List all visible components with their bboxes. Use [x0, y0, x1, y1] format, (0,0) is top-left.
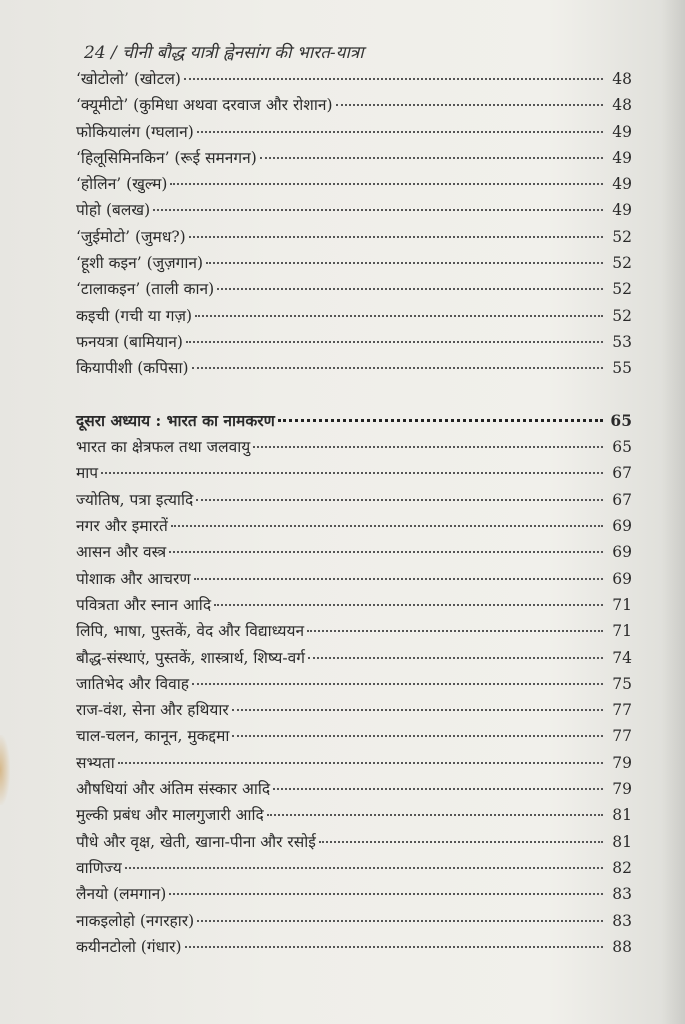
toc-entry-page: 69: [612, 517, 632, 536]
page-stain: [0, 735, 10, 805]
toc-entry-page: 71: [612, 622, 632, 641]
toc-entry-title: पोहो (बलख): [76, 201, 151, 220]
toc-entry-page: 83: [612, 885, 632, 904]
toc-entry: [76, 776, 632, 802]
dot-leader: [171, 525, 603, 527]
toc-entry: [76, 671, 632, 697]
toc-entry-title: आसन और वस्त्र: [76, 543, 167, 562]
dot-leader: [253, 446, 603, 448]
dot-leader: [101, 472, 603, 474]
dot-leader: [336, 104, 603, 106]
toc-entry-page: 52: [612, 306, 632, 325]
toc-entry: [76, 934, 632, 960]
dot-leader: [153, 209, 603, 211]
toc-entry: [76, 539, 632, 565]
dot-leader: [125, 867, 603, 869]
chapter-title: दूसरा अध्याय : भारत का नामकरण: [76, 410, 275, 430]
toc-entry-title: कियापीशी (कपिसा): [76, 359, 189, 378]
toc-entry-page: 82: [612, 858, 632, 877]
dot-leader: [273, 788, 603, 790]
toc-entry-title: सभ्यता: [76, 753, 115, 772]
toc-entry: [76, 355, 632, 381]
toc-entry-title: मुल्की प्रबंध और मालगुजारी आदि: [76, 806, 264, 825]
toc-entry-page: 48: [612, 70, 632, 88]
toc-entry-page: 67: [612, 464, 632, 483]
toc-entry: [76, 276, 632, 302]
toc-entry: [76, 723, 632, 749]
toc-entry-title: नगर और इमारतें: [76, 517, 168, 536]
toc-entry-title: पवित्रता और स्नान आदि: [76, 595, 212, 614]
toc-entry-page: 79: [612, 780, 632, 799]
toc-entry: [76, 697, 632, 723]
dot-leader: [278, 419, 603, 422]
toc-entry-title: भारत का क्षेत्रफल तथा जलवायु: [76, 438, 251, 457]
toc-entry: [76, 434, 632, 460]
toc-entry-page: 67: [612, 490, 632, 509]
chapter-page: 65: [610, 410, 632, 430]
chapter-heading: [76, 408, 632, 434]
toc-entry-page: 75: [612, 674, 632, 693]
dot-leader: [184, 78, 603, 80]
toc-entry: [76, 645, 632, 671]
toc-entry-title: लैनयो (लमगान): [76, 885, 167, 904]
toc-entry-page: 74: [612, 648, 632, 667]
toc-entry-page: 49: [612, 122, 632, 141]
toc-entry-title: माप: [76, 464, 99, 483]
dot-leader: [189, 236, 603, 238]
toc-entry: [76, 250, 632, 276]
running-header: 24 / चीनी बौद्ध यात्री ह्वेनसांग की भारत-यात्रा: [84, 43, 364, 63]
dot-leader: [308, 657, 603, 659]
dot-leader: [170, 183, 603, 185]
toc-entry: [76, 513, 632, 539]
toc-entry-page: 49: [612, 175, 632, 194]
toc-entry-page: 48: [612, 96, 632, 115]
toc-entry-title: राज-वंश, सेना और हथियार: [76, 701, 229, 720]
dot-leader: [214, 604, 603, 606]
toc-entry: [76, 881, 632, 907]
toc-entry-page: 55: [612, 359, 632, 378]
toc-entry-page: 52: [612, 280, 632, 299]
dot-leader: [197, 131, 603, 133]
toc-entry-page: 77: [612, 727, 632, 746]
toc-entry-title: ‘जुईमोटो’ (जुमध?): [76, 227, 186, 246]
toc-entry-title: ‘खोटोलो’ (खोटल): [76, 70, 181, 88]
toc-entry-page: 65: [612, 438, 632, 457]
toc-entry: [76, 197, 632, 223]
toc-entry-page: 77: [612, 701, 632, 720]
dot-leader: [232, 709, 603, 711]
toc-entry-title: नाकइलोहो (नगरहार): [76, 911, 195, 930]
dot-leader: [232, 735, 603, 737]
toc-entry: [76, 460, 632, 486]
toc-entry-title: ‘टालाकइन’ (ताली कान): [76, 280, 215, 299]
toc-entry-title: कइची (गची या गज़): [76, 306, 193, 325]
toc-entry-title: फोकियालंग (ग्घलान): [76, 122, 194, 141]
toc-entry-title: पौधे और वृक्ष, खेती, खाना-पीना और रसोई: [76, 832, 316, 851]
toc-entry-title: ‘हूशी कइन’ (जुज़गान): [76, 254, 204, 273]
toc-entry-title: लिपि, भाषा, पुस्तकें, वेद और विद्याध्ययन: [76, 622, 305, 641]
toc-entry-title: फनयत्रा (बामियान): [76, 332, 183, 351]
toc-entry-page: 49: [612, 148, 632, 167]
toc-entry-title: बौद्ध-संस्थाएं, पुस्तकें, शास्त्रार्थ, शिष्य-वर्ग: [76, 648, 305, 667]
dot-leader: [169, 893, 603, 895]
toc-entry: [76, 66, 632, 92]
toc-entry: [76, 829, 632, 855]
toc-entry: [76, 92, 632, 118]
dot-leader: [197, 920, 603, 922]
toc-entry-title: ज्योतिष, पत्रा इत्यादि: [76, 490, 194, 509]
toc-entry: [76, 329, 632, 355]
toc-entry: [76, 802, 632, 828]
toc-entry-page: 83: [612, 911, 632, 930]
toc-entry-page: 88: [612, 937, 632, 956]
dot-leader: [196, 499, 603, 501]
toc-entry: [76, 171, 632, 197]
toc-entry: [76, 145, 632, 171]
dot-leader: [195, 315, 603, 317]
toc-entry: [76, 618, 632, 644]
dot-leader: [267, 814, 603, 816]
toc-entry-page: 49: [612, 201, 632, 220]
dot-leader: [192, 367, 603, 369]
toc-entry: [76, 592, 632, 618]
dot-leader: [194, 578, 603, 580]
toc-entry-page: 71: [612, 595, 632, 614]
toc-entry-page: 69: [612, 569, 632, 588]
toc-entry-page: 69: [612, 543, 632, 562]
toc-entry: [76, 750, 632, 776]
dot-leader: [206, 262, 603, 264]
toc-entry-page: 81: [612, 832, 632, 851]
toc-entry-page: 81: [612, 806, 632, 825]
toc-entry: [76, 855, 632, 881]
toc-entry-title: ‘हिलूसिमिनकिन’ (रूई समनगन): [76, 148, 257, 167]
toc-entry-title: पोशाक और आचरण: [76, 569, 191, 588]
toc-entry-title: कयीनटोलो (गंधार): [76, 937, 182, 956]
dot-leader: [217, 288, 603, 290]
toc-entry-page: 53: [612, 332, 632, 351]
toc-entry: [76, 303, 632, 329]
dot-leader: [307, 630, 603, 632]
toc-entry: [76, 224, 632, 250]
toc-entry-page: 79: [612, 753, 632, 772]
dot-leader: [319, 841, 603, 843]
toc-entry-page: 52: [612, 227, 632, 246]
toc-entry: [76, 119, 632, 145]
dot-leader: [185, 946, 604, 948]
toc-entry-title: जातिभेद और विवाह: [76, 674, 190, 693]
dot-leader: [260, 157, 603, 159]
toc-entry-title: वाणिज्य: [76, 858, 122, 877]
toc-entry-page: 52: [612, 254, 632, 273]
dot-leader: [169, 551, 603, 553]
toc-entry: [76, 487, 632, 513]
toc-entry: [76, 566, 632, 592]
toc-entry: [76, 908, 632, 934]
toc-entry-title: ‘क्यूमीटो’ (कुमिधा अथवा दरवाज और रोशान): [76, 96, 333, 115]
dot-leader: [192, 683, 603, 685]
section-gap: [76, 382, 632, 408]
spine-shadow: [661, 0, 685, 1024]
toc-entry-title: औषधियां और अंतिम संस्कार आदि: [76, 780, 271, 799]
dot-leader: [186, 341, 603, 343]
dot-leader: [118, 762, 603, 764]
table-of-contents: [76, 66, 632, 960]
toc-entry-title: चाल-चलन, कानून, मुकद्दमा: [76, 727, 230, 746]
toc-entry-title: ‘होलिन’ (खुल्म): [76, 175, 168, 194]
